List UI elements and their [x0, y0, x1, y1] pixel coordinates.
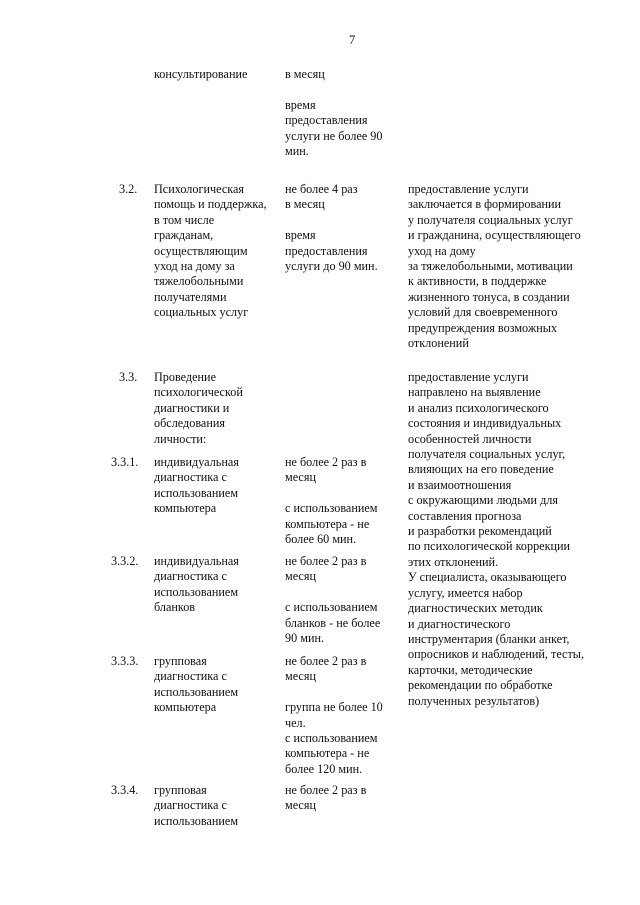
- service-frequency: не более 4 раз в месяц время предоставления услуги до 90 мин.: [285, 182, 378, 274]
- service-name: Проведение психологической диагностики и обследования личности:: [154, 370, 243, 446]
- item-number: 3.3.1.: [111, 455, 139, 469]
- service-frequency: не более 2 раз в месяц: [285, 783, 367, 813]
- page-number: 7: [349, 33, 356, 47]
- item-number: 3.3.2.: [111, 554, 139, 568]
- service-name: индивидуальная диагностика с использованием компьютера: [154, 455, 239, 516]
- service-frequency: не более 2 раз в месяц с использованием компьютера - не более 60 мин.: [285, 455, 378, 547]
- service-name: групповая диагностика с использованием: [154, 783, 239, 828]
- service-name: консультирование: [154, 67, 248, 81]
- item-number: 3.3.4.: [111, 783, 139, 797]
- service-frequency: не более 2 раз в месяц группа не более 10 чел. с использованием компьютера - не более 120 мин.: [285, 654, 383, 776]
- service-name: групповая диагностика с использованием компьютера: [154, 654, 239, 715]
- item-number: 3.3.: [119, 370, 138, 384]
- service-name: индивидуальная диагностика с использованием бланков: [154, 554, 239, 615]
- service-frequency: не более 2 раз в месяц с использованием бланков - не более 90 мин.: [285, 554, 381, 646]
- service-description: предоставление услуги заключается в формировании у получателя социальных услуг и гражданина, осуществляющего уход на дому за тяжелобольными, мотивации к активности, в поддержке жизненного тонуса, в создании условий для своевременного предупреждения возможных отклонений: [408, 182, 581, 351]
- service-name: Психологическая помощь и поддержка, в том числе гражданам, осуществляющим уход на дому за тяжелобольными получателями социальных услуг: [154, 182, 267, 320]
- service-description: предоставление услуги направлено на выявление и анализ психологического состояния и индивидуальных особенностей личности получателя социальных услуг, влияющих на его поведение и взаимоотношения с окружающими людьми для составления прогноза и разработки рекомендаций по психологической коррекции этих отклонений. У специалиста, оказывающего услугу, имеется набор диагностических методик и диагностического инструментария (бланки анкет, опросников и наблюдений, тесты, карточки, методические рекомендации по обработке полученных результатов): [408, 370, 585, 708]
- item-number: 3.2.: [119, 182, 138, 196]
- service-frequency: в месяц время предоставления услуги не более 90 мин.: [285, 67, 383, 159]
- item-number: 3.3.3.: [111, 654, 139, 668]
